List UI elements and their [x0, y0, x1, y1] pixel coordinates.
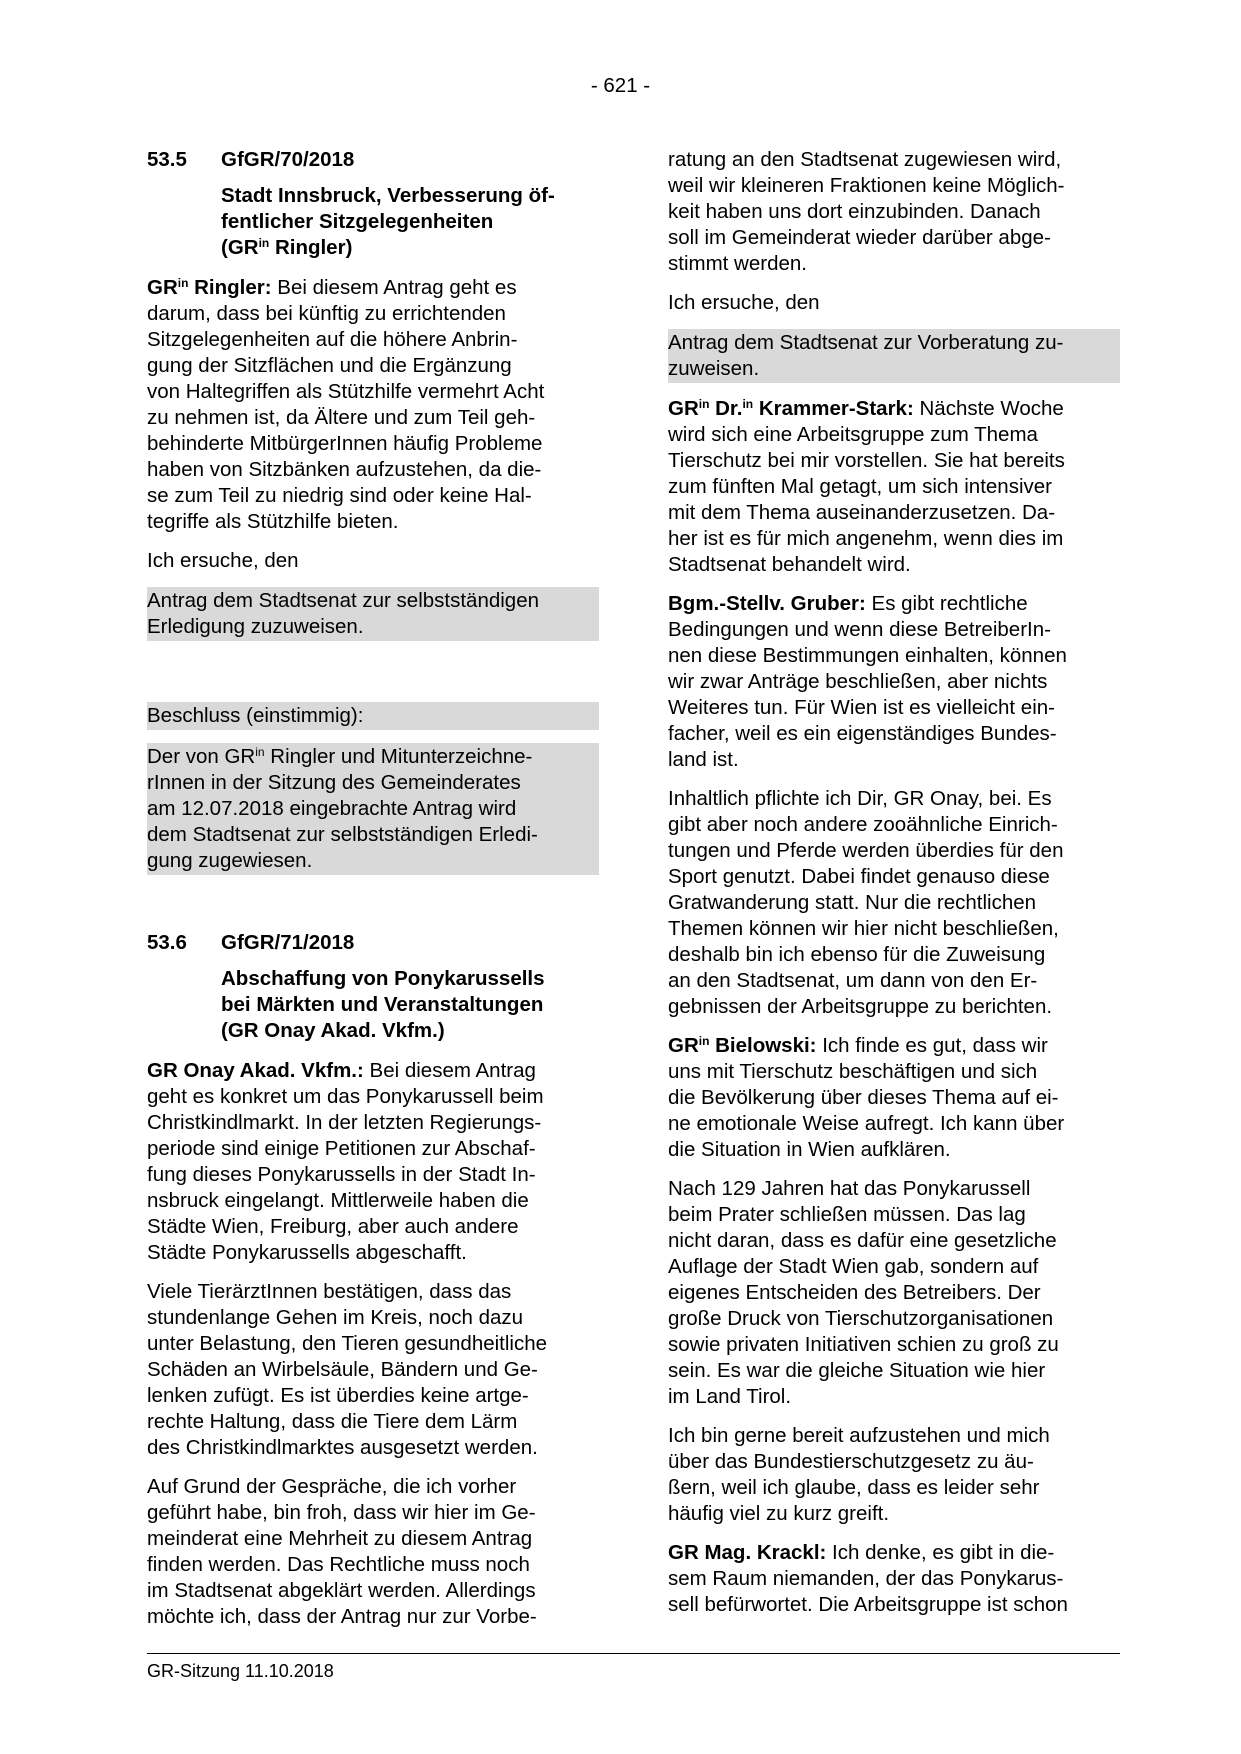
speech-line: land ist.	[668, 748, 739, 771]
right-column	[668, 147, 1120, 1631]
text-line: rechte Haltung, dass die Tiere dem Lärm	[147, 1410, 518, 1433]
text-line: sowie privaten Initiativen schien zu groß zu	[668, 1333, 1059, 1356]
text-line: im Land Tirol.	[668, 1385, 792, 1408]
speech-line: GR Mag. Krackl: Ich denke, es gibt in die-	[668, 1541, 1055, 1564]
text-line: tungen und Pferde werden überdies für den	[668, 839, 1064, 862]
speech-line: se zum Teil zu niedrig sind oder keine Hal-	[147, 484, 532, 507]
section-heading-53-6	[147, 930, 599, 956]
speech-line: her ist es für mich angenehm, wenn dies im	[668, 527, 1064, 550]
text-line: Viele TierärztInnen bestätigen, dass das	[147, 1280, 512, 1303]
text-line: Auf Grund der Gespräche, die ich vorher	[147, 1475, 517, 1498]
text-line: ratung an den Stadtsenat zugewiesen wird,	[668, 148, 1062, 171]
text-line: Schäden an Wirbelsäule, Bändern und Ge-	[147, 1358, 538, 1381]
speech-ringler	[147, 275, 599, 535]
speech-line: haben von Sitzbänken aufzustehen, da die-	[147, 458, 542, 481]
text-line: beim Prater schließen müssen. Das lag	[668, 1203, 1026, 1226]
speech-line: geht es konkret um das Ponykarussell beim	[147, 1085, 544, 1108]
speech-line: darum, dass bei künftig zu errichtenden	[147, 302, 506, 325]
motion-line: zuweisen.	[668, 357, 760, 380]
resolution-line: gung zugewiesen.	[147, 849, 313, 872]
speech-gruber	[668, 591, 1120, 773]
speech-line: uns mit Tierschutz beschäftigen und sich	[668, 1060, 1038, 1083]
speech-line: wird sich eine Arbeitsgruppe zum Thema	[668, 423, 1038, 446]
speech-line: mit dem Thema auseinanderzusetzen. Da-	[668, 501, 1056, 524]
speech-line: Bgm.-Stellv. Gruber: Es gibt rechtliche	[668, 592, 1028, 615]
speech-line: Städte Wien, Freiburg, aber auch andere	[147, 1215, 519, 1238]
text-line: gebnissen der Arbeitsgruppe zu berichten.	[668, 995, 1053, 1018]
speech-line: nsbruck eingelangt. Mittlerweile haben die	[147, 1189, 529, 1212]
speech-line: zum fünften Mal getagt, um sich intensiver	[668, 475, 1052, 498]
speaker-name: GR Onay Akad. Vkfm.:	[147, 1059, 364, 1082]
footer-text: GR-Sitzung 11.10.2018	[147, 1661, 334, 1681]
speech-line: Sitzgelegenheiten auf die höhere Anbrin-	[147, 328, 518, 351]
speech-line: sem Raum niemanden, der das Ponykarus-	[668, 1567, 1064, 1590]
text-line: stundenlange Gehen im Kreis, noch dazu	[147, 1306, 524, 1329]
motion-line: Antrag dem Stadtsenat zur Vorberatung zu-	[668, 331, 1064, 354]
paragraph	[668, 147, 1120, 277]
section-code: GfGR/71/2018	[221, 931, 355, 954]
speech-onay	[147, 1058, 599, 1266]
page-number: - 621 -	[590, 74, 651, 97]
text-line: Themen können wir hier nicht beschließen,	[668, 917, 1059, 940]
resolution-label	[147, 702, 599, 730]
speech-krackl	[668, 1540, 1120, 1618]
text-line: soll im Gemeinderat wieder darüber abge-	[668, 226, 1051, 249]
text-line: an den Stadtsenat, um dann von den Er-	[668, 969, 1038, 992]
text-line: große Druck von Tierschutzorganisationen	[668, 1307, 1054, 1330]
speech-line: periode sind einige Petitionen zur Abschaf-	[147, 1137, 536, 1160]
speech-line: sell befürwortet. Die Arbeitsgruppe ist schon	[668, 1593, 1068, 1616]
text-line: möchte ich, dass der Antrag nur zur Vorbe-	[147, 1605, 537, 1628]
text-line: häufig viel zu kurz greift.	[668, 1502, 890, 1525]
title-line: bei Märkten und Veranstaltungen	[221, 993, 544, 1016]
speaker-name: $GR^{in}$ Ringler:	[147, 276, 272, 299]
left-column	[147, 147, 599, 1643]
motion-box	[668, 329, 1120, 383]
speech-line: Städte Ponykarussells abgeschafft.	[147, 1241, 467, 1264]
speech-line: gung der Sitzflächen und die Ergänzung	[147, 354, 512, 377]
text-line: Sport genutzt. Dabei findet genauso diese	[668, 865, 1050, 888]
paragraph	[147, 1474, 599, 1630]
title-line: Abschaffung von Ponykarussells	[221, 967, 545, 990]
title-line: fentlicher Sitzgelegenheiten	[221, 210, 494, 233]
text-line: deshalb bin ich ebenso für die Zuweisung	[668, 943, 1046, 966]
speech-line: $GR^{in}$ Dr.$^{in}$ Krammer-Stark: Nächste Woche	[668, 397, 1064, 420]
text-line: lenken zufügt. Es ist überdies keine artge-	[147, 1384, 529, 1407]
text-line: im Stadtsenat abgeklärt werden. Allerdings	[147, 1579, 536, 1602]
footer-divider	[147, 1653, 1120, 1654]
resolution-line: dem Stadtsenat zur selbstständigen Erledi-	[147, 823, 538, 846]
text-line: ßern, weil ich glaube, dass es leider sehr	[668, 1476, 1040, 1499]
speech-line: Stadtsenat behandelt wird.	[668, 553, 911, 576]
request-intro: Ich ersuche, den	[147, 549, 299, 572]
title-line: Stadt Innsbruck, Verbesserung öf-	[221, 184, 555, 207]
speaker-name: GR Mag. Krackl:	[668, 1541, 827, 1564]
text-line: Auflage der Stadt Wien gab, sondern auf	[668, 1255, 1039, 1278]
speech-bielowski	[668, 1033, 1120, 1163]
speech-line: nen diese Bestimmungen einhalten, können	[668, 644, 1067, 667]
text-line: Inhaltlich pflichte ich Dir, GR Onay, bei. Es	[668, 787, 1052, 810]
speech-line: fung dieses Ponykarussells in der Stadt In-	[147, 1163, 536, 1186]
resolution-line: Der von $GR^{in}$ Ringler und Mitunterzeichne-	[147, 745, 533, 768]
title-line: ($GR^{in}$ Ringler)	[221, 236, 353, 259]
text-line: Ich bin gerne bereit aufzustehen und mich	[668, 1424, 1050, 1447]
speech-line: die Situation in Wien aufklären.	[668, 1138, 951, 1161]
speech-line: wir zwar Anträge beschließen, aber nichts	[668, 670, 1048, 693]
section-number: 53.5	[147, 148, 187, 171]
text-line: über das Bundestierschutzgesetz zu äu-	[668, 1450, 1034, 1473]
text-line: gibt aber noch andere zooähnliche Einrich-	[668, 813, 1058, 836]
speech-line: behinderte MitbürgerInnen häufig Probleme	[147, 432, 543, 455]
speech-line: facher, weil es ein eigenständiges Bundes-	[668, 722, 1057, 745]
text-line: meinderat eine Mehrheit zu diesem Antrag	[147, 1527, 533, 1550]
section-code: GfGR/70/2018	[221, 148, 355, 171]
text-line: eigenes Entscheiden des Betreibers. Der	[668, 1281, 1041, 1304]
text-line: nicht daran, dass es dafür eine gesetzliche	[668, 1229, 1057, 1252]
text-line: finden werden. Das Rechtliche muss noch	[147, 1553, 530, 1576]
text-line: geführt habe, bin froh, dass wir hier im Ge-	[147, 1501, 536, 1524]
motion-line: Erledigung zuzuweisen.	[147, 615, 364, 638]
resolution-label-text: Beschluss (einstimmig):	[147, 704, 364, 727]
text-line: sein. Es war die gleiche Situation wie hier	[668, 1359, 1046, 1382]
speech-krammer-stark	[668, 396, 1120, 578]
text-line: des Christkindlmarktes ausgesetzt werden.	[147, 1436, 538, 1459]
speech-line: Weiteres tun. Für Wien ist es vielleicht ein-	[668, 696, 1055, 719]
section-heading-53-5	[147, 147, 599, 173]
section-title-53-6	[221, 966, 599, 1044]
speech-line: ne emotionale Weise aufregt. Ich kann über	[668, 1112, 1065, 1135]
speech-line: Bedingungen und wenn diese BetreiberIn-	[668, 618, 1051, 641]
title-line: (GR Onay Akad. Vkfm.)	[221, 1019, 445, 1042]
speech-line: von Haltegriffen als Stützhilfe vermehrt Acht	[147, 380, 545, 403]
motion-box	[147, 587, 599, 641]
paragraph	[668, 1176, 1120, 1410]
section-number: 53.6	[147, 931, 187, 954]
text-line: Nach 129 Jahren hat das Ponykarussell	[668, 1177, 1031, 1200]
speech-line: Tierschutz bei mir vorstellen. Sie hat bereits	[668, 449, 1065, 472]
paragraph	[668, 1423, 1120, 1527]
speaker-name: $GR^{in}$ Bielowski:	[668, 1034, 817, 1057]
text-line: Gratwanderung statt. Nur die rechtlichen	[668, 891, 1037, 914]
text-line: unter Belastung, den Tieren gesundheitliche	[147, 1332, 548, 1355]
paragraph	[147, 1279, 599, 1461]
speech-line: GR Onay Akad. Vkfm.: Bei diesem Antrag	[147, 1059, 536, 1082]
speech-line: $GR^{in}$ Ringler: Bei diesem Antrag geht es	[147, 276, 517, 299]
text-line: keit haben uns dort einzubinden. Danach	[668, 200, 1041, 223]
resolution-line: rInnen in der Sitzung des Gemeinderates	[147, 771, 521, 794]
text-line: weil wir kleineren Fraktionen keine Möglich-	[668, 174, 1065, 197]
section-title-53-5	[221, 183, 599, 261]
speech-line: $GR^{in}$ Bielowski: Ich finde es gut, dass wir	[668, 1034, 1048, 1057]
resolution-line: am 12.07.2018 eingebrachte Antrag wird	[147, 797, 517, 820]
resolution-text	[147, 743, 599, 875]
paragraph	[668, 786, 1120, 1020]
motion-line: Antrag dem Stadtsenat zur selbstständigen	[147, 589, 540, 612]
text-line: stimmt werden.	[668, 252, 807, 275]
request-intro: Ich ersuche, den	[668, 291, 820, 314]
speech-line: zu nehmen ist, da Ältere und zum Teil geh-	[147, 406, 536, 429]
speaker-name: Bgm.-Stellv. Gruber:	[668, 592, 866, 615]
speaker-name: $GR^{in}$ Dr.$^{in}$ Krammer-Stark:	[668, 397, 914, 420]
speech-line: die Bevölkerung über dieses Thema auf ei-	[668, 1086, 1059, 1109]
speech-line: tegriffe als Stützhilfe bieten.	[147, 510, 399, 533]
speech-line: Christkindlmarkt. In der letzten Regierungs-	[147, 1111, 542, 1134]
